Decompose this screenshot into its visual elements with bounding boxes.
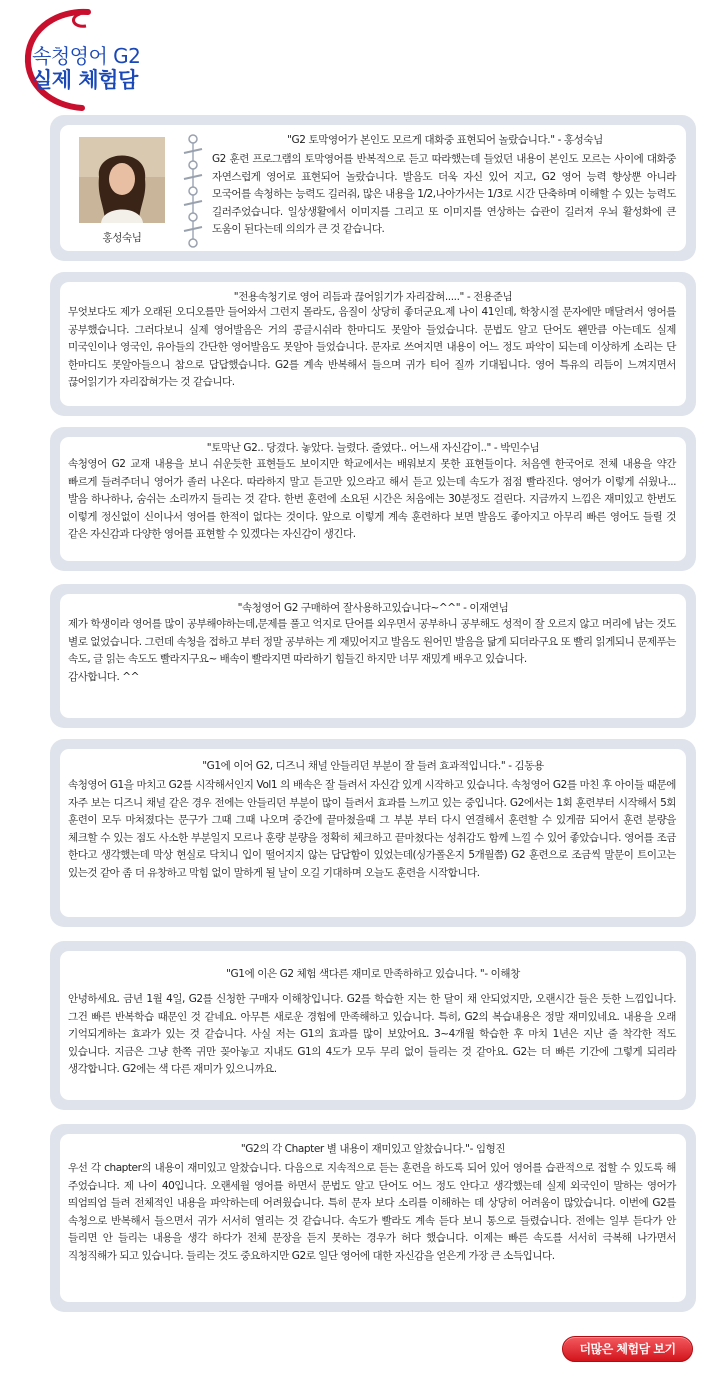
- user-photo-avatar: [79, 137, 165, 223]
- testimonial-title: "토막난 G2.. 당겼다. 놓았다. 늘렸다. 줄였다.. 어느새 자신감이.." - 박민수님: [206, 442, 540, 454]
- testimonial-card: [50, 1124, 696, 1312]
- testimonial-card: [50, 115, 696, 261]
- testimonial-inner: [60, 437, 686, 561]
- logo-line2: 실제 체험담: [32, 68, 138, 92]
- testimonial-body-text: 제가 학생이라 영어를 많이 공부해야하는데,문제를 풀고 억지로 단어를 외우면서 공부하니 공부해도 성적이 잘 오르지 않고 머리에 남는 것도 별로 없었습니다. 그런데 속청을 접하고 부터 정말 공부하는 게 재밌어지고 발음도 원어민 발음을 닮게 되더라구요 또 빨리 읽게되니 문제푸는 속도, 글 읽는 속도도 빨라지구요~ 배속이 빨라지면 따라하기 힘들긴 하지만 너무 재밌게 배우고 있습니다.: [68, 618, 676, 666]
- more-testimonials-button[interactable]: 더많은 체험담 보기: [562, 1336, 693, 1362]
- testimonial-title: "G2의 각 Chapter 별 내용이 재미있고 알찼습니다."- 임형진: [240, 1143, 506, 1155]
- testimonial-body: 속청영어 G1을 마치고 G2를 시작해서인지 Vol1 의 배속은 잘 들려서 자신감 있게 시작하고 있습니다. 속청영어 G2를 마친 후 아이들 때문에 자주 보는 디즈니 채널 같은 경우 전에는 안들리던 부분이 많이 들려서 효과를 느끼고 있는 중입니다. G2에서는 1회 훈련부터 시작해서 5회 훈련이 모두 마쳐졌다는 문구가 그때 그때 나오며 중간에 끝마쳤을때 그 부분 부터 다시 연결해서 훈련할 수 있게끔 되어서 훈련 분량을 체크할 수 있는 점도 사소한 부분일지 모르나 훈량 분량을 정확히 체크하고 끝마쳤다는 성취감도 함께 느낄 수 있어 좋았습니다. 영어를 조금 한다고 생각했는데 막상 현실로 닥치니 입이 떨어지지 않는 답답함이 있었는데(싱가폴온지 5개월쯤) G2 훈련으로 조금씩 말문이 트이고는 있는것 같아 좀 더 유창하고 막힘 없이 말하게 될 날이 오길 기대하며 오늘도 훈련을 시작합니다.: [68, 779, 676, 879]
- testimonial-inner: [60, 951, 686, 1100]
- testimonial-body: 우선 각 chapter의 내용이 재미있고 알찼습니다. 다음으로 지속적으로 듣는 훈련을 하도록 되어 있어 영어를 습관적으로 접할 수 있도록 해 주었습니다. 제 나이 40입니다. 오랜세월 영어를 하면서 문법도 알고 단어도 어느 정도 안다고 생각했는데 실제 외국인이 말하는 영어가 띄엄띄엄 들려 전체적인 내용을 파악하는데 어려웠습니다. 특히 문자 보다 소리를 이해하는 데 상당히 어려움이 많았습니다. 이번에 G2를 속청으로 반복해서 들으면서 귀가 서서히 열리는 것 같습니다. 속도가 빨라도 계속 듣다 보니 통으로 들렸습니다. 전에는 일부 듣다가 안 들리면 안 들리는 내용을 생각 하다가 전체 문장을 듣지 못하는 경우가 허다 했습니다. 이제는 빠른 속도를 서서히 극복해 나가면서 직청직해가 되고 있습니다. 들리는 것도 중요하지만 G2로 일단 영어에 대한 자신감을 얻은게 가장 큰 소득입니다.: [68, 1162, 676, 1262]
- testimonial-body: G2 훈련 프로그램의 토막영어를 반복적으로 듣고 따라했는데 들었던 내용이 본인도 모르는 사이에 대화중 자연스럽게 영어로 표현되어 놀랐습니다. 발음도 더욱 자신 있어 지고, G2 영어 능력 향상뿐 아니라 모국어를 속청하는 능력도 길러줘, 많은 내용을 1/2,나아가서는 1/3로 시간 단축하며 이해할 수 있는 능력도 길러주었습니다. 일상생활에서 이미지를 그리고 또 이미지를 연상하는 습관이 길러져 우뇌 활성화에 큰 도움이 된다는데 의의가 큰 것 같습니다.: [212, 153, 676, 236]
- testimonial-inner: [60, 594, 686, 718]
- testimonial-inner: [60, 125, 686, 251]
- testimonial-closing: 감사합니다. ^^: [68, 670, 139, 683]
- testimonial-title: "속청영어 G2 구매하여 잘사용하고있습니다~^^" - 이재연님: [237, 602, 509, 614]
- testimonial-title: "전용속청기로 영어 리듬과 끊어읽기가 자리잡혀....." - 전용준님: [233, 291, 513, 303]
- testimonial-card: [50, 941, 696, 1110]
- testimonial-body: [68, 616, 676, 686]
- testimonial-body: 무엇보다도 제가 오래된 오디오를만 들어와서 그런지 몰라도, 음질이 상당히 좋더군요.제 나이 41인데, 학창시절 문자에만 매달려서 영어를 공부했습니다. 그러다보니 실제 영어발음은 거의 콩글시쉬라 한마디도 못알아 들었습니다. 문법도 알고 단어도 왠만큼 아는데도 실제 미국인이나 영국인, 유아들의 간단한 영어발음도 못알아 들었습니다. 문자로 쓰여지면 내용이 어느 정도 파악이 되는데 이상하게 소리는 단 한마디도 못알아들으니 참으로 답답했습니다. G2를 계속 반복해서 들으며 귀가 티어 질까 기대됩니다. 영어 특유의 리듬이 느껴지면서 끊어읽기가 자리잡혀가는 것 같습니다.: [68, 306, 676, 389]
- testimonial-body: 속청영어 G2 교재 내용을 보니 쉬운듯한 표현들도 보이지만 학교에서는 배워보지 못한 표현들이다. 처음엔 한국어로 전체 내용을 약간 빠르게 들려주더니 영어가 졸러 나온다. 따라하지 말고 듣고만 있으라고 해서 듣고 있는데 속도가 점점 빨라진다. 영어가 이렇게 쉬웠나... 발음 하나하나, 숨쉬는 소리까지 들리는 것 같다. 한번 훈련에 소요된 시간은 처음에는 30분정도 걸린다. 지금까지 느낌은 재미있고 한번도 이렇게 정신없이 신이나서 영어를 한적이 없다는 것이다. 앞으로 이렇게 계속 훈련하다 보면 발음도 좋아지고 아무리 빠른 영어도 들릴 것 같은 자신감과 다양한 영어를 표현할 수 있겠다는 자신감이 생긴다.: [68, 458, 676, 541]
- photo-caption: 홍성숙님: [102, 232, 142, 244]
- testimonial-body: 안녕하세요. 금년 1월 4일, G2를 신청한 구매자 이해창입니다. G2를 학습한 지는 한 달이 채 안되었지만, 오랜시간 들은 듯한 느낌입니다. 그건 빠른 반복학습 때문인 것 같네요. 아무튼 새로운 경험에 만족해하고 있습니다. 특히, G2의 복습내용은 정말 재미있네요. 내용을 오래 기억되게하는 효과가 있는 것 같습니다. 사실 저는 G1의 효과를 많이 보았어요. 3~4개월 학습한 후 마치 1년은 지난 줄 착각한 적도 있습니다. 지금은 그냥 한쪽 귀만 꽂아놓고 지내도 G1의 4도가 모두 무리 없이 들리는 것 같아요. G2는 더 빠른 기간에 그렇게 되리라 생각합니다. G2에는 색 다른 재미가 있으니까요.: [68, 993, 676, 1076]
- logo-line1: 속청영어 G2: [32, 44, 141, 68]
- testimonial-title: "G2 토막영어가 본인도 모르게 대화중 표현되어 놀랐습니다." - 홍성숙님: [287, 134, 603, 146]
- testimonial-card: [50, 739, 696, 927]
- testimonial-title: "G1에 이어 G2, 디즈니 채널 안들리던 부분이 잘 들려 효과적입니다." - 김동용: [202, 760, 544, 772]
- brand-logo: [18, 8, 198, 113]
- testimonial-card: [50, 584, 696, 728]
- testimonial-inner: [60, 749, 686, 917]
- testimonial-inner: [60, 282, 686, 406]
- testimonial-inner: [60, 1134, 686, 1302]
- testimonial-card: [50, 272, 696, 416]
- testimonial-card: [50, 427, 696, 571]
- testimonial-title: "G1에 이은 G2 체험 색다른 재미로 만족하하고 있습니다. "- 이해창: [226, 968, 520, 980]
- binder-rings-icon: [180, 129, 206, 251]
